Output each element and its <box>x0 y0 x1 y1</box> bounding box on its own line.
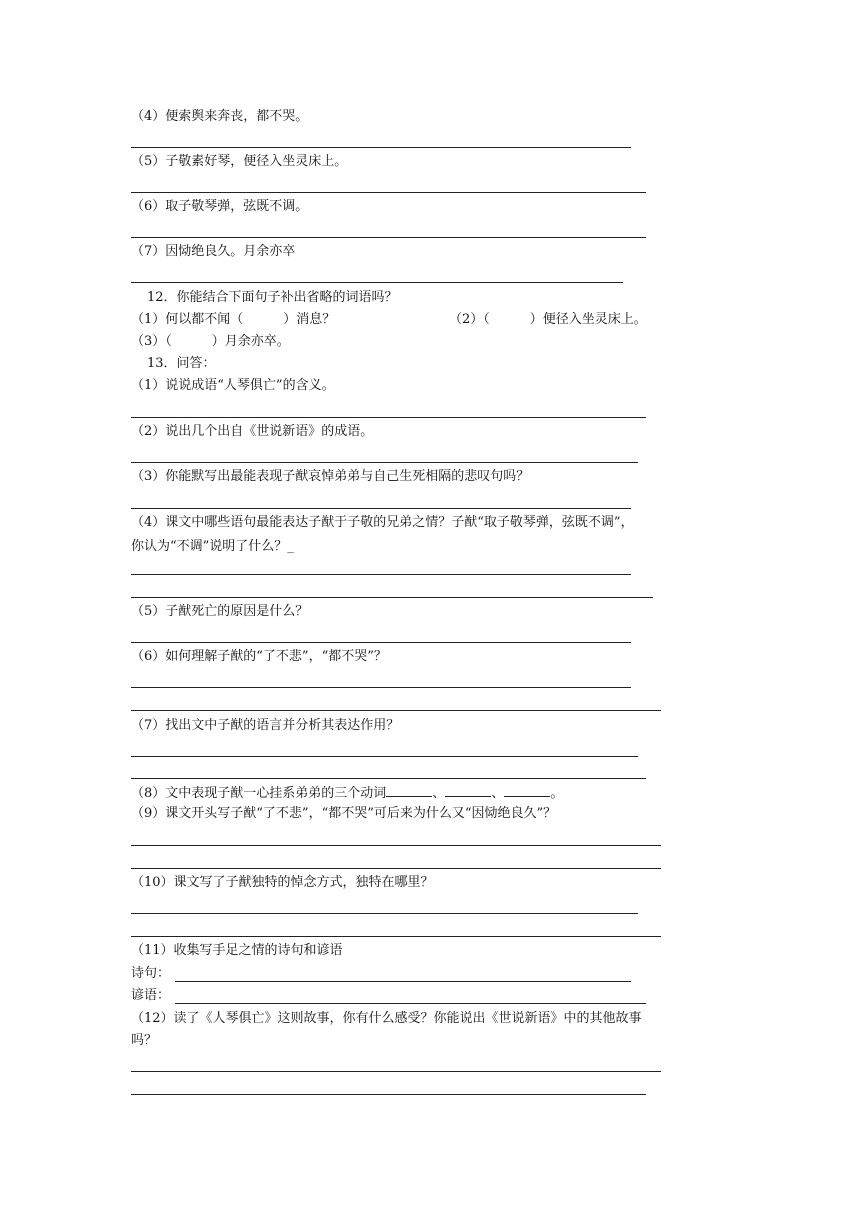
q12-item-2-suffix: ）便径入坐灵床上。 <box>529 312 647 327</box>
answer-line[interactable] <box>131 597 653 598</box>
proverb-label: 谚语： <box>131 988 171 1003</box>
q12-item-3-suffix: ）月余亦卒。 <box>211 334 290 349</box>
answer-line[interactable] <box>131 710 661 711</box>
answer-line[interactable] <box>131 147 631 148</box>
verb-blank-2[interactable] <box>445 784 491 797</box>
q13-sub-3: （3）你能默写出最能表现子猷哀悼弟弟与自己生死相隔的悲叹句吗？ <box>131 469 530 484</box>
answer-line[interactable] <box>131 778 646 779</box>
q13-sub-12-line-1: （12）读了《人琴俱亡》这则故事，你有什么感受？你能说出《世说新语》中的其他故事 <box>131 1011 642 1026</box>
q12-item-1-suffix: ）消息？ <box>283 312 336 327</box>
separator: 、 <box>491 786 505 801</box>
q13-sub-5: （5）子猷死亡的原因是什么？ <box>131 604 309 619</box>
q13-sub-8-prefix: （8）文中表现子猷一心挂系弟弟的三个动词 <box>131 786 387 801</box>
question-5-text: （5）子敬素好琴，便径入坐灵床上。 <box>131 154 348 169</box>
q13-sub-8 <box>131 784 563 802</box>
q13-sub-9: （9）课文开头写子猷“了不悲”，“都不哭”可后来为什么又“因恸绝良久”？ <box>131 806 557 821</box>
answer-line[interactable] <box>131 462 638 463</box>
answer-line[interactable] <box>131 913 638 914</box>
poem-label: 诗句： <box>131 966 171 981</box>
q12-item-2-prefix: （2）（ <box>449 312 490 327</box>
q13-sub-7: （7）找出文中子猷的语言并分析其表达作用？ <box>131 718 400 733</box>
answer-line[interactable] <box>131 508 631 509</box>
q13-sub-4-line-1: （4）课文中哪些语句最能表达子猷于子敬的兄弟之情？子猷“取子敬琴弹，弦既不调”， <box>131 515 634 530</box>
verb-blank-3[interactable] <box>504 784 550 797</box>
verb-blank-1[interactable] <box>386 784 432 797</box>
answer-line[interactable] <box>131 192 646 193</box>
q13-sub-11: （11）收集写手足之情的诗句和谚语 <box>131 943 343 958</box>
q13-sub-10: （10）课文写了子猷独特的悼念方式，独特在哪里？ <box>131 875 434 890</box>
answer-line[interactable] <box>131 845 661 846</box>
question-12-item-3 <box>131 334 290 350</box>
q13-sub-1: （1）说说成语“人琴俱亡”的含义。 <box>131 378 335 393</box>
end-mark: 。 <box>550 786 564 801</box>
poem-answer-line[interactable] <box>175 981 631 982</box>
answer-line[interactable] <box>131 237 646 238</box>
answer-line[interactable] <box>131 1071 661 1072</box>
question-7-text: （7）因恸绝良久。月余亦卒 <box>131 244 296 259</box>
question-12-item-1 <box>131 312 335 328</box>
answer-line[interactable] <box>131 1094 646 1095</box>
q12-item-1-prefix: （1）何以都不闻（ <box>131 312 244 327</box>
answer-line[interactable] <box>131 642 631 643</box>
separator: 、 <box>432 786 446 801</box>
q13-sub-6: （6）如何理解子猷的“了不悲”，“都不哭”？ <box>131 649 387 664</box>
question-4-text: （4）便索舆来奔丧，都不哭。 <box>131 109 309 124</box>
answer-line[interactable] <box>131 417 646 418</box>
answer-line[interactable] <box>131 574 631 575</box>
question-13-title: 13．问答： <box>147 356 216 371</box>
answer-line[interactable] <box>131 868 661 869</box>
answer-line[interactable] <box>131 282 623 283</box>
answer-line[interactable] <box>131 756 638 757</box>
proverb-answer-line[interactable] <box>175 1003 646 1004</box>
q13-sub-4-line-2: 你认为“不调”说明了什么？_ <box>131 539 294 554</box>
q13-sub-12-line-2: 吗？ <box>131 1033 158 1048</box>
answer-line[interactable] <box>131 936 661 937</box>
question-6-text: （6）取子敬琴弹，弦既不调。 <box>131 199 309 214</box>
q12-item-3-prefix: （3）（ <box>131 334 172 349</box>
question-12-title: 12．你能结合下面句子补出省略的词语吗？ <box>147 290 398 305</box>
answer-line[interactable] <box>131 687 631 688</box>
q13-sub-2: （2）说出几个出自《世说新语》的成语。 <box>131 424 374 439</box>
question-12-item-2 <box>449 312 647 328</box>
